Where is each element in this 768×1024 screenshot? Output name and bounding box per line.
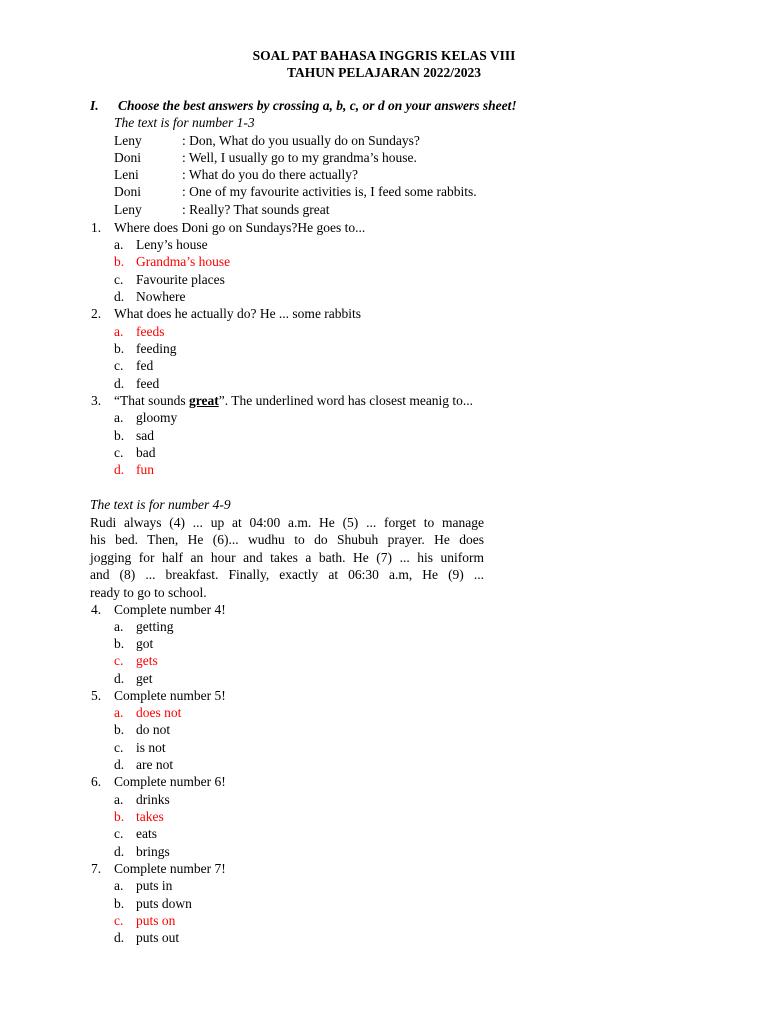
dialogue-speaker: Doni bbox=[114, 184, 141, 199]
option-letter: a. bbox=[114, 878, 124, 893]
option-letter: b. bbox=[114, 809, 125, 824]
dialogue-speaker: Leny bbox=[114, 202, 142, 217]
option-letter: a. bbox=[114, 237, 124, 252]
option-text: puts down bbox=[136, 896, 192, 911]
question-text: Complete number 5! bbox=[114, 688, 226, 703]
option-letter: b. bbox=[114, 636, 125, 651]
option-text: brings bbox=[136, 844, 170, 859]
page-subtitle: TAHUN PELAJARAN 2022/2023 bbox=[286, 65, 481, 80]
passage-line: and (8) ... breakfast. Finally, exactly at 06:30 a.m, He (9) ... bbox=[90, 567, 484, 583]
option-text: are not bbox=[136, 757, 174, 772]
question-number: 2. bbox=[91, 306, 102, 321]
option-text: puts in bbox=[136, 878, 173, 893]
section-numeral: I. bbox=[90, 98, 99, 113]
option-letter: c. bbox=[114, 272, 124, 287]
dialogue-text: : What do you do there actually? bbox=[182, 167, 358, 182]
dialogue-text: : Don, What do you usually do on Sundays? bbox=[182, 133, 420, 148]
option-letter: a. bbox=[114, 410, 124, 425]
section-instruction: Choose the best answers by crossing a, b, c, or d on your answers sheet! bbox=[118, 98, 517, 113]
option-letter: d. bbox=[114, 462, 125, 477]
page-title: SOAL PAT BAHASA INGGRIS KELAS VIII bbox=[252, 48, 516, 63]
option-text: drinks bbox=[136, 792, 170, 807]
option-letter: b. bbox=[114, 722, 125, 737]
question-text-after: ”. The underlined word has closest meanig to... bbox=[218, 393, 474, 408]
option-text: feeds bbox=[136, 324, 165, 339]
option-text: gloomy bbox=[136, 410, 178, 425]
option-letter: a. bbox=[114, 705, 124, 720]
dialogue-text: : One of my favourite activities is, I feed some rabbits. bbox=[182, 184, 477, 199]
option-text: Favourite places bbox=[136, 272, 225, 287]
option-letter: d. bbox=[114, 376, 125, 391]
dialogue-speaker: Leny bbox=[114, 133, 142, 148]
option-text: puts on bbox=[136, 913, 176, 928]
question-text: Complete number 7! bbox=[114, 861, 226, 876]
option-letter: d. bbox=[114, 844, 125, 859]
dialogue-text: : Really? That sounds great bbox=[182, 202, 330, 217]
option-letter: b. bbox=[114, 428, 125, 443]
question-text-before: “That sounds bbox=[114, 393, 189, 408]
dialogue-speaker: Leni bbox=[114, 167, 139, 182]
option-letter: a. bbox=[114, 324, 124, 339]
passage-line: ready to go to school. bbox=[90, 584, 207, 600]
option-letter: c. bbox=[114, 445, 124, 460]
question-number: 1. bbox=[91, 220, 102, 235]
passage-intro: The text is for number 1-3 bbox=[114, 115, 255, 130]
option-letter: a. bbox=[114, 792, 124, 807]
passage-line: Rudi always (4) ... up at 04:00 a.m. He (5) ... forget to manage bbox=[90, 515, 484, 530]
dialogue-speaker: Doni bbox=[114, 150, 141, 165]
reading-passage bbox=[90, 514, 484, 601]
question-text bbox=[114, 392, 473, 409]
option-text: Grandma’s house bbox=[136, 254, 231, 269]
option-text: is not bbox=[136, 740, 166, 755]
option-text: puts out bbox=[136, 930, 180, 945]
option-letter: d. bbox=[114, 757, 125, 772]
question-text: Complete number 6! bbox=[114, 774, 226, 789]
option-text: bad bbox=[136, 445, 156, 460]
option-text: getting bbox=[136, 619, 174, 634]
option-text: sad bbox=[136, 428, 154, 443]
question-text: What does he actually do? He ... some rabbits bbox=[114, 306, 362, 321]
option-letter: c. bbox=[114, 826, 124, 841]
option-text: do not bbox=[136, 722, 171, 737]
question-text: Complete number 4! bbox=[114, 602, 226, 617]
option-text: takes bbox=[136, 809, 164, 824]
option-text: feeding bbox=[136, 341, 177, 356]
question-number: 7. bbox=[91, 861, 102, 876]
passage-line: jogging for half an hour and takes a bath. He (7) ... his uniform bbox=[90, 549, 484, 565]
option-text: got bbox=[136, 636, 154, 651]
underlined-word: great bbox=[189, 393, 219, 408]
section-heading bbox=[90, 97, 517, 114]
option-letter: b. bbox=[114, 896, 125, 911]
passage-intro: The text is for number 4-9 bbox=[90, 497, 231, 512]
option-text: gets bbox=[136, 653, 158, 668]
question-number: 4. bbox=[91, 602, 102, 617]
option-letter: b. bbox=[114, 254, 125, 269]
option-letter: c. bbox=[114, 653, 124, 668]
option-text: get bbox=[136, 671, 153, 686]
question-number: 5. bbox=[91, 688, 102, 703]
option-text: eats bbox=[136, 826, 157, 841]
option-text: does not bbox=[136, 705, 182, 720]
option-letter: d. bbox=[114, 930, 125, 945]
dialogue-text: : Well, I usually go to my grandma’s house. bbox=[182, 150, 417, 165]
option-letter: d. bbox=[114, 289, 125, 304]
question-number: 3. bbox=[91, 393, 102, 408]
option-text: Leny’s house bbox=[136, 237, 208, 252]
option-letter: b. bbox=[114, 341, 125, 356]
option-letter: d. bbox=[114, 671, 125, 686]
option-letter: a. bbox=[114, 619, 124, 634]
option-text: Nowhere bbox=[136, 289, 186, 304]
option-text: fun bbox=[136, 462, 154, 477]
option-letter: c. bbox=[114, 358, 124, 373]
option-text: feed bbox=[136, 376, 160, 391]
question-number: 6. bbox=[91, 774, 102, 789]
option-letter: c. bbox=[114, 913, 124, 928]
passage-line: his bed. Then, He (6)... wudhu to do Shubuh prayer. He does bbox=[90, 532, 484, 548]
question-text: Where does Doni go on Sundays?He goes to... bbox=[114, 220, 366, 235]
option-text: fed bbox=[136, 358, 154, 373]
option-letter: c. bbox=[114, 740, 124, 755]
